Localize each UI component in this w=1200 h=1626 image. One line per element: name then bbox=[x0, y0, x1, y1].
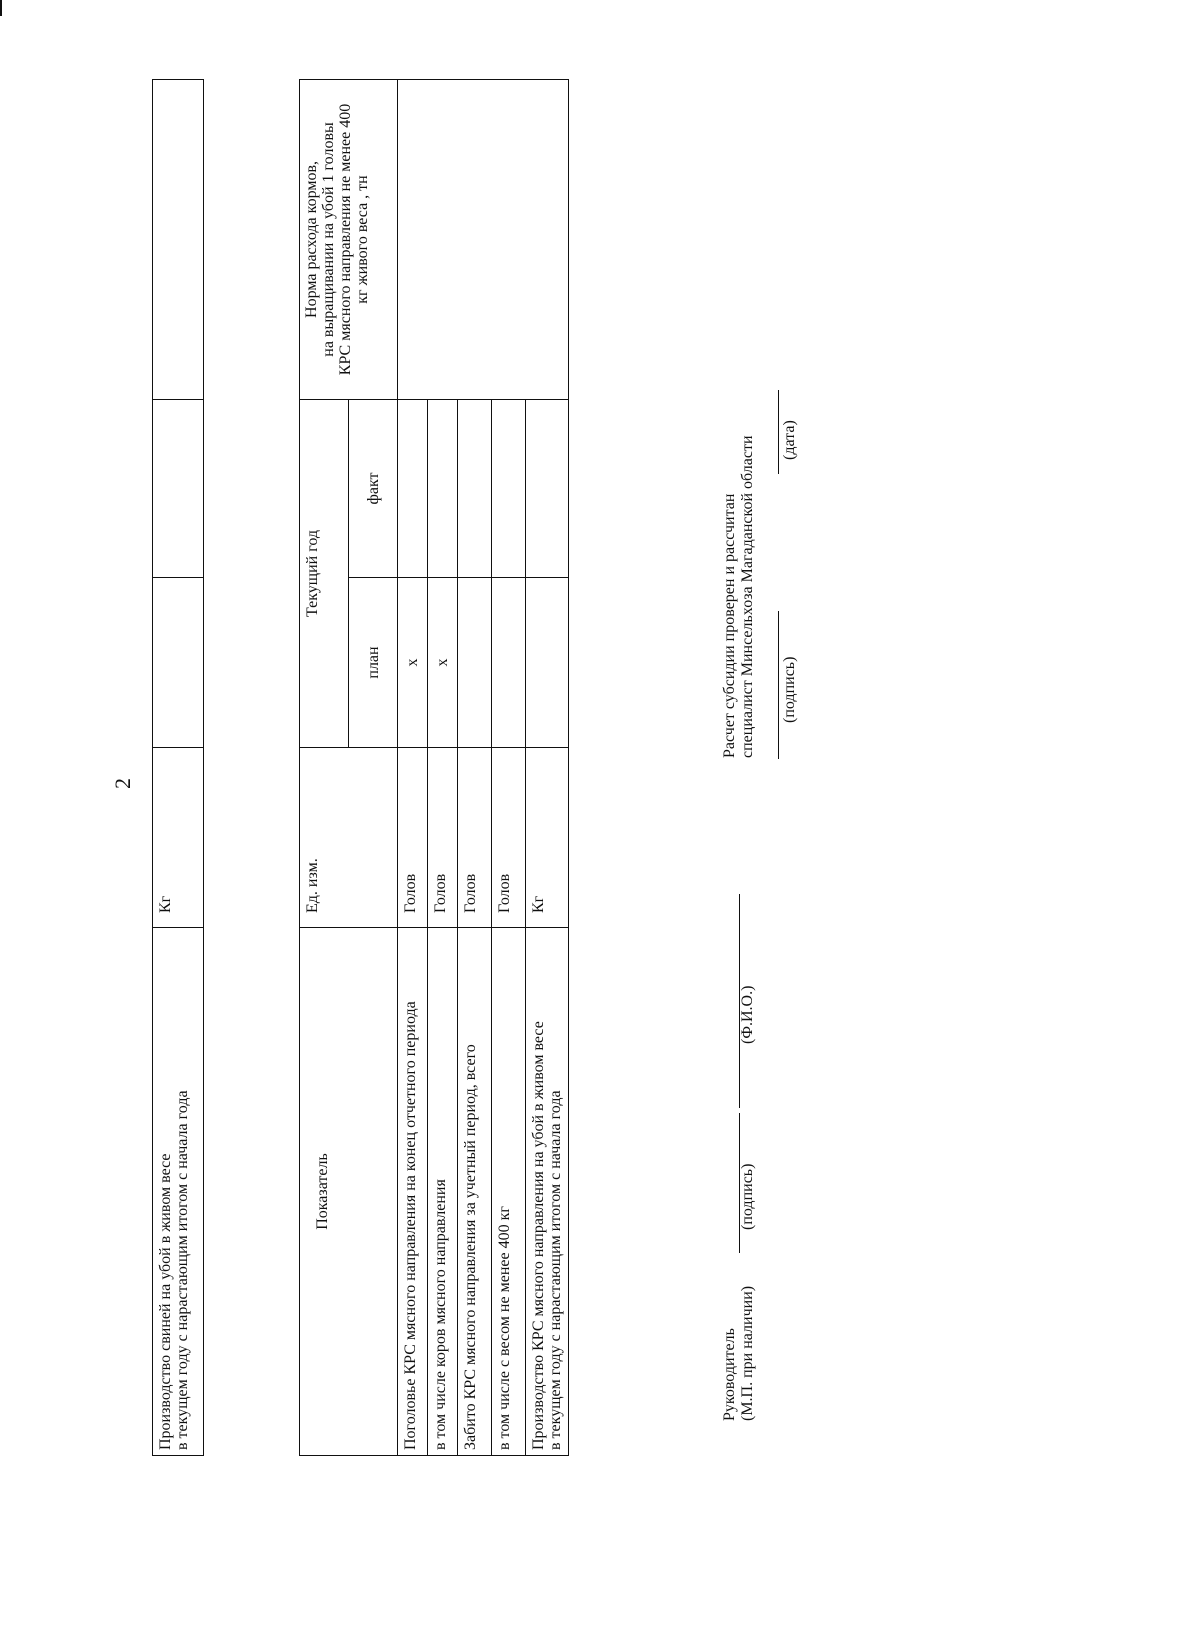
pig-production-label bbox=[153, 928, 204, 1456]
row-label-line2: в текущем году с нарастающим итогом с начала года bbox=[547, 1090, 564, 1450]
row-fact bbox=[526, 399, 569, 577]
head-title: Руководитель bbox=[721, 1328, 738, 1421]
pig-production-unit: Кг bbox=[153, 748, 204, 928]
check-line1: Расчет субсидии проверен и рассчитан bbox=[721, 493, 738, 758]
norm-value-cell bbox=[398, 79, 569, 399]
row-unit: Кг bbox=[526, 748, 569, 928]
check-signature-caption: (подпись) bbox=[781, 656, 798, 723]
row-label bbox=[526, 928, 569, 1456]
row-plan: х bbox=[428, 578, 458, 748]
norm-header-line3: КРС мясного направления не менее 400 bbox=[337, 103, 354, 376]
table-row bbox=[153, 80, 204, 1456]
row-unit: Голов bbox=[458, 748, 492, 928]
row-unit: Голов bbox=[492, 748, 526, 928]
row-fact bbox=[398, 399, 428, 577]
pig-production-table bbox=[152, 79, 204, 1456]
norm-header-line4: кг живого веса , тн bbox=[354, 175, 371, 304]
norm-header-line2: на выращивании на убой 1 головы bbox=[320, 122, 337, 357]
row-plan: х bbox=[398, 578, 428, 748]
header-row bbox=[300, 79, 349, 1455]
row-fact bbox=[428, 399, 458, 577]
stamp-note: (М.П. при наличии) bbox=[739, 1285, 756, 1421]
pig-production-label-line2: в текущем году с нарастающим итогом с начала года bbox=[174, 1090, 191, 1450]
check-line2: специалист Минсельхоза Магаданской области bbox=[739, 435, 756, 758]
row-label: в том числе коров мясного направления bbox=[428, 928, 458, 1456]
check-signature-line bbox=[778, 611, 779, 759]
current-year-header: Текущий год bbox=[300, 399, 349, 747]
indicator-header: Показатель bbox=[300, 928, 398, 1456]
scan-corner-mark bbox=[0, 0, 2, 16]
table-row bbox=[398, 79, 428, 1455]
check-date-line bbox=[778, 390, 779, 474]
check-date-caption: (дата) bbox=[781, 420, 798, 460]
pig-production-fact-cell bbox=[153, 400, 204, 578]
row-plan bbox=[458, 578, 492, 748]
norm-header bbox=[300, 79, 398, 399]
head-fio-caption: (Ф.И.О.) bbox=[739, 985, 756, 1044]
row-unit: Голов bbox=[428, 748, 458, 928]
row-label-line1: Производство КРС мясного направления на убой в живом весе bbox=[530, 1021, 547, 1450]
row-fact bbox=[492, 399, 526, 577]
unit-header: Ед. изм. bbox=[300, 748, 398, 928]
pig-production-plan-cell bbox=[153, 578, 204, 748]
fact-header: факт bbox=[349, 399, 398, 577]
pig-production-label-line1: Производство свиней на убой в живом весе bbox=[157, 1153, 174, 1450]
norm-header-line1: Норма расхода кормов, bbox=[303, 160, 320, 318]
cattle-indicators-table bbox=[299, 79, 569, 1456]
row-label: Поголовье КРС мясного направления на конец отчетного периода bbox=[398, 928, 428, 1456]
row-unit: Голов bbox=[398, 748, 428, 928]
row-label: Забито КРС мясного направления за учетный период, всего bbox=[458, 928, 492, 1456]
row-fact bbox=[458, 399, 492, 577]
head-signature-caption: (подпись) bbox=[739, 1163, 756, 1230]
plan-header: план bbox=[349, 578, 398, 748]
pig-production-norm-cell bbox=[153, 80, 204, 400]
row-plan bbox=[526, 578, 569, 748]
page-number: 2 bbox=[110, 778, 135, 789]
row-plan bbox=[492, 578, 526, 748]
row-label: в том числе с весом не менее 400 кг bbox=[492, 928, 526, 1456]
